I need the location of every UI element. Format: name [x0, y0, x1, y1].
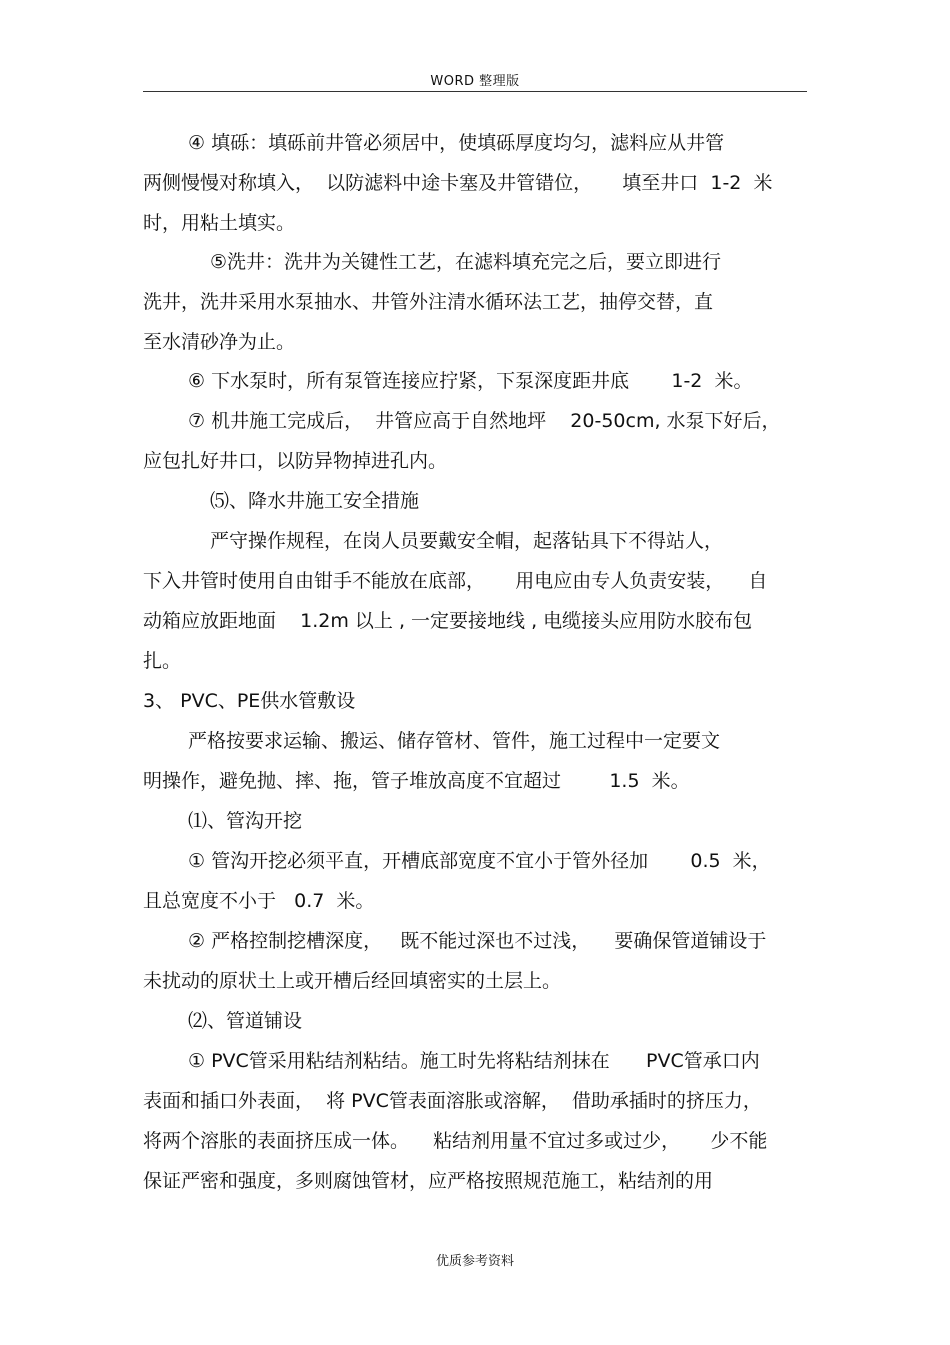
body-line: ① 管沟开挖必须平直，开槽底部宽度不宜小于管外径加 0.5 米， [188, 850, 771, 872]
body-line: 保证严密和强度，多则腐蚀管材，应严格按照规范施工，粘结剂的用 [143, 1170, 714, 1192]
header-divider [143, 91, 807, 92]
body-line: 两侧慢慢对称填入， 以防滤料中途卡塞及井管错位， 填至井口 1-2 米 [143, 172, 773, 194]
body-line: ⑥ 下水泵时，所有泵管连接应拧紧，下泵深度距井底 1-2 米。 [188, 370, 753, 392]
section-heading: ⑴、管沟开挖 [188, 810, 303, 832]
body-line: 明操作，避免抛、摔、拖，管子堆放高度不宜超过 1.5 米。 [143, 770, 690, 792]
body-line: 严格按要求运输、搬运、储存管材、管件，施工过程中一定要文 [188, 730, 721, 752]
body-line: 时，用粘土填实。 [143, 212, 296, 234]
page-footer: 优质参考资料 [435, 1254, 514, 1269]
section-heading: 3、 PVC、PE供水管敷设 [143, 690, 356, 712]
body-line: 未扰动的原状土上或开槽后经回填密实的土层上。 [143, 970, 562, 992]
body-line: ② 严格控制挖槽深度， 既不能过深也不过浅， 要确保管道铺设于 [188, 930, 767, 952]
body-line: 应包扎好井口，以防异物掉进孔内。 [143, 450, 448, 472]
page-header: WORD 整理版 [430, 74, 520, 89]
body-line: ④ 填砾：填砾前井管必须居中，使填砾厚度均匀，滤料应从井管 [188, 132, 725, 154]
body-line: 将两个溶胀的表面挤压成一体。 粘结剂用量不宜过多或过少， 少不能 [143, 1130, 768, 1152]
body-line: 且总宽度不小于 0.7 米。 [143, 890, 375, 912]
body-line: 下入井管时使用自由钳手不能放在底部， 用电应由专人负责安装， 自 [143, 570, 768, 592]
body-line: 严守操作规程，在岗人员要戴安全帽，起落钻具下不得站人， [210, 530, 724, 552]
body-line: 扎。 [143, 650, 182, 672]
body-line: ① PVC管采用粘结剂粘结。施工时先将粘结剂抹在 PVC管承口内 [188, 1050, 760, 1072]
body-line: ⑤洗井：洗井为关键性工艺，在滤料填充完之后，要立即进行 [210, 251, 722, 273]
body-line: 至水清砂净为止。 [143, 331, 296, 353]
body-line: 动箱应放距地面 1.2m 以上 , 一定要接地线 , 电缆接头应用防水胶布包 [143, 610, 753, 632]
section-heading: ⑵、管道铺设 [188, 1010, 303, 1032]
body-line: ⑦ 机井施工完成后， 井管应高于自然地坪 20-50cm, 水泵下好后， [188, 410, 781, 432]
section-heading: ⑸、降水井施工安全措施 [210, 490, 420, 512]
body-line: 表面和插口外表面， 将 PVC管表面溶胀或溶解， 借助承插时的挤压力， [143, 1090, 762, 1112]
body-line: 洗井，洗井采用水泵抽水、井管外注清水循环法工艺，抽停交替，直 [143, 291, 714, 313]
